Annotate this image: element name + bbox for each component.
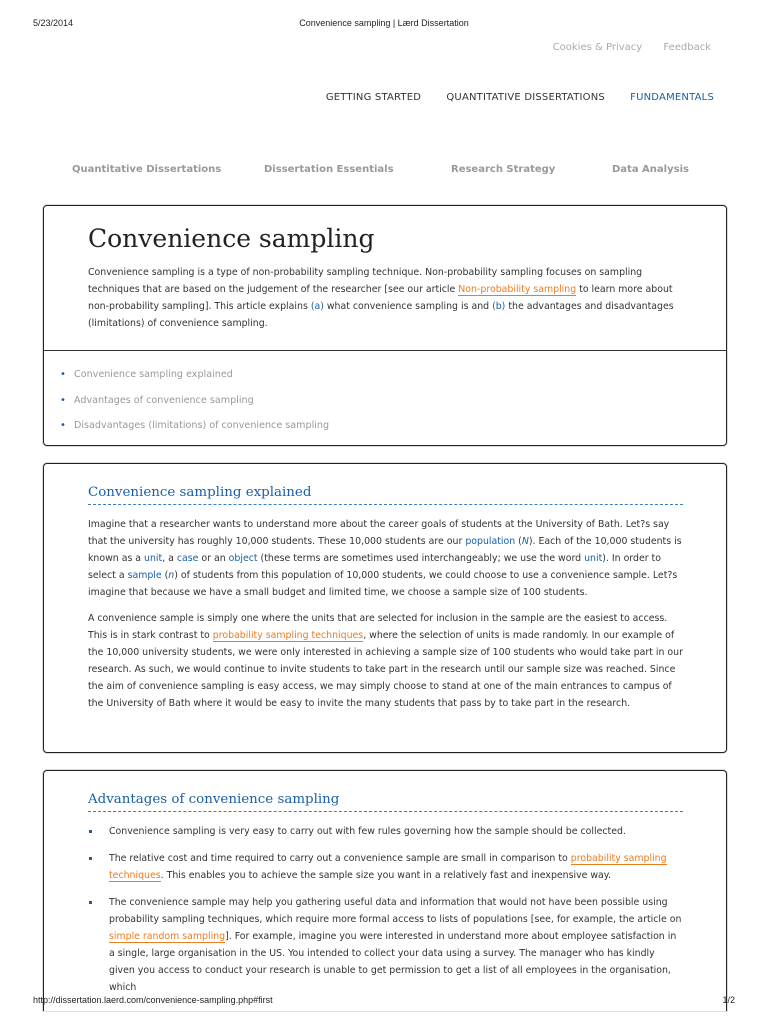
toc-item-advantages[interactable]: • Advantages of convenience sampling xyxy=(60,392,329,409)
population-link[interactable]: population xyxy=(465,536,516,547)
non-probability-sampling-link[interactable]: Non-probability sampling xyxy=(458,284,577,295)
section-title-advantages: Advantages of convenience sampling xyxy=(88,792,683,812)
advantage-item-1: Convenience sampling is very easy to carry out with few rules governing how the sample should be collected. xyxy=(88,823,683,840)
divider xyxy=(44,350,726,351)
probability-sampling-link[interactable]: probability sampling techniques xyxy=(212,630,364,641)
article-intro-card xyxy=(43,205,727,446)
subnav-quantitative-dissertations[interactable]: Quantitative Dissertations xyxy=(72,164,222,175)
advantages-section-card xyxy=(43,770,727,1011)
intro-paragraph: Convenience sampling is a type of non-probability sampling technique. Non-probability sampling focuses on sampling techniques that are based on the judgement of the researcher [see our article Non-probability sampling to learn more about non-probability sampling]. This article explains (a) what convenience sampling is and (b) the advantages and disadvantages (limitations) of convenience sampling. xyxy=(88,267,674,329)
explained-paragraph-1: Imagine that a researcher wants to understand more about the career goals of students at the University of Bath. Let?s say that the university has roughly 10,000 students. These 10,000 students are our population (N). Each of the 10,000 students is known as a unit, a case or an object (these terms are sometimes used interchangeably; we use the word unit). In order to select a sample (n) of students from this population of 10,000 students, we could choose to use a convenience sample. Let?s imagine that because we have a small budget and limited time, we choose a sample size of 100 students. xyxy=(88,519,682,598)
unit-link[interactable]: unit xyxy=(144,553,163,564)
object-link[interactable]: object xyxy=(228,553,258,564)
case-link[interactable]: case xyxy=(176,553,199,564)
sub-navigation xyxy=(0,164,768,178)
sample-link[interactable]: sample xyxy=(127,570,162,581)
advantage-item-3: The convenience sample may help you gathering useful data and information that would not have been possible using probability sampling techniques, which require more formal access to lists of populations [see, for example, the article on simple random sampling]. For example, imagine you were interested in understand more about employee satisfaction in a single, large organisation in the US. You intended to collect your data using a survey. The manager who has kindly given you access to conduct your research is unable to get permission to get a list of all employees in the organisation, which xyxy=(88,894,683,996)
table-of-contents xyxy=(60,366,329,443)
print-date: 5/23/2014 xyxy=(33,18,74,28)
nav-getting-started[interactable]: GETTING STARTED xyxy=(325,92,422,103)
page-title: Convenience sampling xyxy=(88,224,375,253)
advantages-list xyxy=(88,823,683,1006)
main-navigation xyxy=(304,92,714,103)
advantage-item-2: The relative cost and time required to carry out a convenience sample are small in comparison to probability sampling techniques. This enables you to achieve the sample size you want in a relatively fast and inexpensive way. xyxy=(88,850,683,884)
subnav-research-strategy[interactable]: Research Strategy xyxy=(451,164,556,175)
section-title-explained: Convenience sampling explained xyxy=(88,485,683,505)
nav-fundamentals[interactable]: FUNDAMENTALS xyxy=(630,92,714,103)
subnav-data-analysis[interactable]: Data Analysis xyxy=(612,164,689,175)
explained-paragraph-2: A convenience sample is simply one where the units that are selected for inclusion in the sample are the easiest to access. This is in stark contrast to probability sampling techniques, where the selection of units is made randomly. In our example of the 10,000 university students, we were only interested in achieving a sample size of 100 students who would take part in our research. As such, we would continue to invite students to take part in the research until our sample size was reached. Since the aim of convenience sampling is easy access, we may simply choose to stand at one of the main entrances to campus of the University of Bath where it would be easy to invite the many students that pass by to take part in the research. xyxy=(88,613,683,709)
print-title: Convenience sampling | Lærd Dissertation xyxy=(299,18,469,28)
top-utility-bar xyxy=(535,42,711,53)
cookies-privacy-link[interactable]: Cookies & Privacy xyxy=(552,42,643,53)
probability-sampling-link-2[interactable]: probability sampling techniques xyxy=(109,853,667,881)
simple-random-sampling-link[interactable]: simple random sampling xyxy=(109,931,226,942)
explained-section-card xyxy=(43,463,727,753)
toc-item-disadvantages[interactable]: • Disadvantages (limitations) of convenience sampling xyxy=(60,417,329,434)
nav-quantitative-dissertations[interactable]: QUANTITATIVE DISSERTATIONS xyxy=(446,92,605,103)
explained-body xyxy=(88,516,683,721)
subnav-dissertation-essentials[interactable]: Dissertation Essentials xyxy=(264,164,394,175)
feedback-link[interactable]: Feedback xyxy=(663,42,711,53)
print-url: http://dissertation.laerd.com/convenience-sampling.php#first xyxy=(33,995,273,1005)
toc-item-explained[interactable]: • Convenience sampling explained xyxy=(60,366,329,383)
print-page-number: 1/2 xyxy=(722,995,735,1005)
